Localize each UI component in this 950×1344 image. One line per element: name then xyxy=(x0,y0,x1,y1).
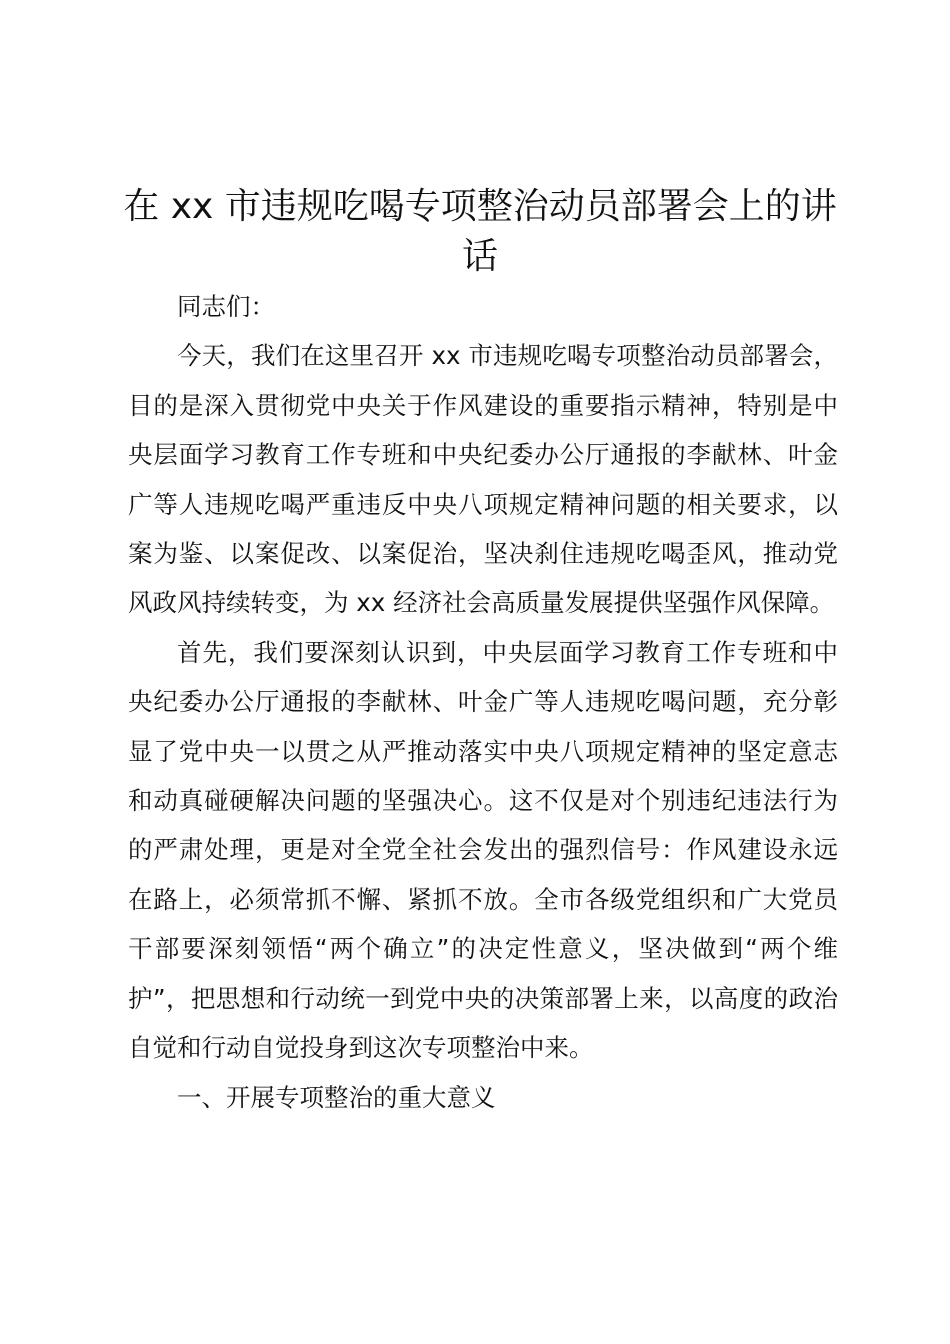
section-heading: 一、开展专项整治的重大意义 xyxy=(177,1082,496,1112)
paragraph-intro: 今天，我们在这里召开 xx 市违规吃喝专项整治动员部署会，目的是深入贯彻党中央关于作风建设的重要指示精神，特别是中央层面学习教育工作专班和中央纪委办公厅通报的李献林、叶金广等人违规吃喝严重违反中央八项规定精神问题的相关要求，以案为鉴、以案促改、以案促治，坚决刹住违规吃喝歪风，推动党风政风持续转变，为 xx 经济社会高质量发展提供坚强作风保障。 xyxy=(128,341,838,618)
salutation: 同志们： xyxy=(177,292,275,321)
paragraph-first-point: 首先，我们要深刻认识到，中央层面学习教育工作专班和中央纪委办公厅通报的李献林、叶金广等人违规吃喝问题，充分彰显了党中央一以贯之从严推动落实中央八项规定精神的坚定意志和动真碰硬解决问题的坚强决心。这不仅是对个别违纪违法行为的严肃处理，更是对全党全社会发出的强烈信号：作风建设永远在路上，必须常抓不懈、紧抓不放。全市各级党组织和广大党员干部要深刻领悟“两个确立”的决定性意义，坚决做到“两个维护”，把思想和行动统一到党中央的决策部署上来，以高度的政治自觉和行动自觉投身到这次专项整治中来。 xyxy=(128,637,838,1063)
document-body xyxy=(128,282,838,1122)
document-title: 在 xx 市违规吃喝专项整治动员部署会上的讲话 xyxy=(123,186,837,277)
